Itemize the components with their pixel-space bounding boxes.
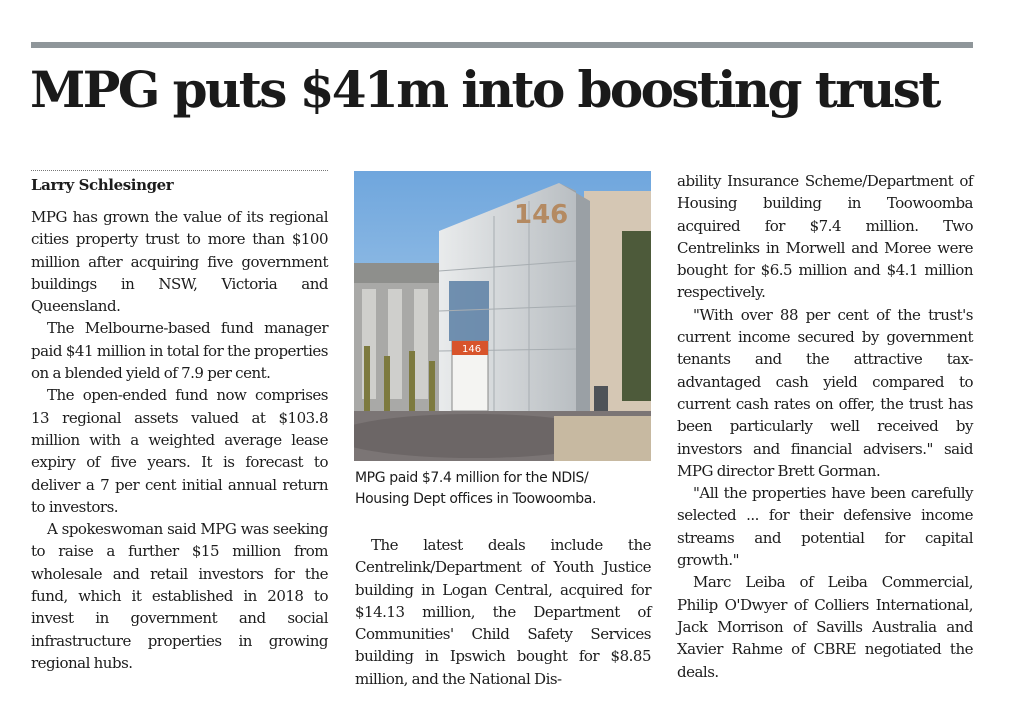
byline-divider <box>31 170 328 171</box>
byline: Larry Schlesinger <box>31 176 174 194</box>
paragraph: ability Insurance Scheme/Department of Housing building in Toowoomba acquired for $7.4 million. Two Centrelinks in Morwell and Moree were bought for $6.5 million and $4.1 million respectively. <box>677 172 973 302</box>
building-number: 146 <box>514 200 569 230</box>
caption-line: Housing Dept offices in Toowoomba. <box>355 491 596 507</box>
paragraph: A spokeswoman said MPG was seeking to raise a further $15 million from wholesale and retail investors for the fund, which it established in 2018 to invest in government and social infrastructure properties in growing regional hubs. <box>31 520 328 672</box>
building-photo <box>354 171 651 461</box>
article-column-2 <box>355 534 651 690</box>
article-column-3 <box>677 170 973 683</box>
paragraph: The open-ended fund now comprises 13 regional assets valued at $103.8 million with a weighted average lease expiry of five years. It is forecast to deliver a 7 per cent initial annual return to investors. <box>31 386 328 516</box>
headline: MPG puts $41m into boosting trust <box>30 60 939 119</box>
paragraph: The Melbourne-based fund manager paid $41 million in total for the properties on a blended yield of 7.9 per cent. <box>31 319 328 383</box>
paragraph: The latest deals include the Centrelink/Department of Youth Justice building in Logan Central, acquired for $14.13 million, the Department of Communities' Child Safety Services building in Ipswich bought for $8.85 million, and the National Dis- <box>355 536 651 688</box>
article-column-1 <box>31 206 328 674</box>
paragraph: "With over 88 per cent of the trust's current income secured by government tenants and the attractive tax-advantaged cash yield compared to current cash rates on offer, the trust has been particularly well received by investors and financial advisers." said MPG director Brett Gorman. <box>677 305 973 480</box>
paragraph: "All the properties have been carefully selected ... for their defensive income streams and potential for capital growth." <box>677 484 973 570</box>
photo-caption <box>355 468 651 510</box>
caption-line: MPG paid $7.4 million for the NDIS/ <box>355 470 589 486</box>
header-rule <box>31 42 973 48</box>
paragraph: MPG has grown the value of its regional cities property trust to more than $100 million after acquiring five government buildings in NSW, Victoria and Queensland. <box>31 208 328 316</box>
sign-number: 146 <box>462 344 482 355</box>
paragraph: Marc Leiba of Leiba Commercial, Philip O'Dwyer of Colliers International, Jack Morrison of Savills Australia and Xavier Rahme of CBRE negotiated the deals. <box>677 573 973 681</box>
